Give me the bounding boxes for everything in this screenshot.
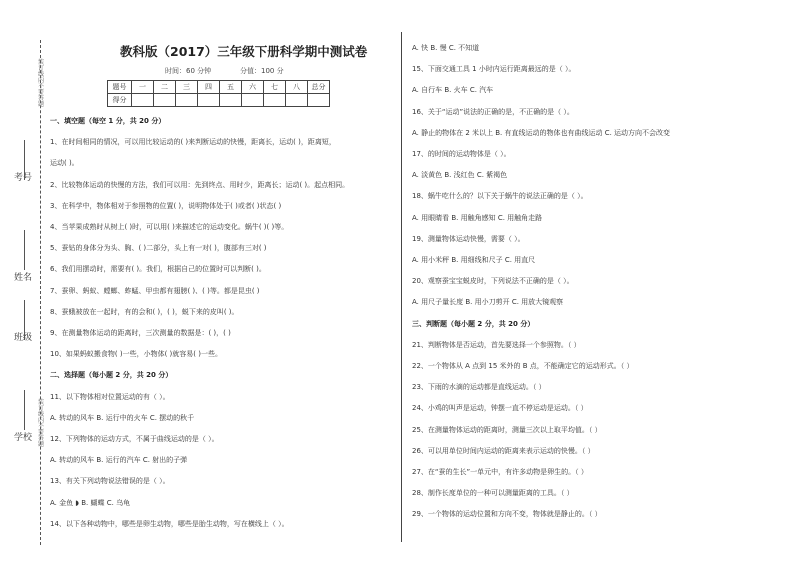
binding-cut-line xyxy=(40,40,41,545)
question-line: 13、有关下列动物说法错误的是（ ）。 xyxy=(50,477,170,486)
question-line: 15、下面交通工具 1 小时内运行距离最远的是（ ）。 xyxy=(412,65,576,74)
score-header-cell: 五 xyxy=(220,81,242,94)
question-line: A. 用小米秤 B. 用细线和尺子 C. 用直尺 xyxy=(412,256,536,264)
score-table xyxy=(107,80,330,107)
question-line: 5、蚕钻的身体分为头、胸、( )二部分，头上有一对( )，腹部有三对( ) xyxy=(50,244,267,253)
score-cell[interactable] xyxy=(286,94,308,107)
question-line: 22、一个物体从 A 点到 15 米外的 B 点，不能确定它的运动形式。（ ） xyxy=(412,362,634,370)
question-line: 27、在“蚕的生长”一单元中，有许多动物是卵生的。（ ） xyxy=(412,468,588,476)
score-cell[interactable] xyxy=(198,94,220,107)
class-label: 班级 xyxy=(14,333,33,343)
score-cell[interactable] xyxy=(220,94,242,107)
question-line: A. 金鱼 ◗ B. 蝴蝶 C. 乌龟 xyxy=(50,498,131,507)
score-header-cell: 二 xyxy=(154,81,176,94)
school-line xyxy=(24,390,25,430)
question-line: 20、观察蚕宝宝蜕皮时，下列说法不正确的是（ ）。 xyxy=(412,277,574,286)
score-cell[interactable] xyxy=(132,94,154,107)
page-title: 教科版（2017）三年级下册科学期中测试卷 xyxy=(120,44,368,59)
question-line: 6、我们用摆动时，需要有( )。我们，根据自己的位置时可以判断( )。 xyxy=(50,265,266,274)
score-row-label: 得分 xyxy=(108,94,132,107)
question-line: 18、蜗牛吃什么的？以下关于蜗牛的说法正确的是（ ）。 xyxy=(412,192,588,201)
score-header-cell: 一 xyxy=(132,81,154,94)
score-cell[interactable] xyxy=(154,94,176,107)
question-line: 7、蚕卵、蚂蚁、螳螂、蚱蜢、甲虫都有翅膀( )、( )等。都是昆虫( ) xyxy=(50,286,260,295)
score-cell[interactable] xyxy=(308,94,330,107)
binding-warning-text: 装订线内不要答题 xyxy=(38,59,45,108)
exam-number-label: 考号 xyxy=(14,173,33,183)
question-line: 16、关于“运动”说法的正确的是，不正确的是（ ）。 xyxy=(412,107,574,116)
section-heading: 三、判断题（每小题 2 分，共 20 分） xyxy=(412,319,535,328)
question-line: 运动( )。 xyxy=(50,159,79,168)
score-header-cell: 总分 xyxy=(308,81,330,94)
school-label: 学校 xyxy=(14,433,33,443)
section-heading: 二、选择题（每小题 2 分，共 20 分） xyxy=(50,371,173,380)
question-line: 14、以下各种动物中，哪些是卵生动物，哪些是胎生动物，写在横线上（ ）。 xyxy=(50,519,289,528)
question-line: 28、制作长度单位的一种可以测量距离的工具。（ ） xyxy=(412,489,574,498)
score-header-cell: 四 xyxy=(198,81,220,94)
question-line: A. 快 B. 慢 C. 不知道 xyxy=(412,44,480,52)
score-table-score-row xyxy=(108,94,330,107)
score-header-cell: 三 xyxy=(176,81,198,94)
question-line: 4、当苹果成熟时从树上( )时，可以用( )来描述它的运动变化。蜗牛( )( )等。 xyxy=(50,223,289,231)
question-line: 2、比较物体运动的快慢的方法，我们可以用：先到终点、用时少，距离长；运动( )。起点相同。 xyxy=(50,180,350,189)
exam-score: 分值：100 分 xyxy=(240,67,284,75)
score-header-cell: 题号 xyxy=(108,81,132,94)
question-line: A. 转动的风车 B. 运行中的火车 C. 摆动的秋千 xyxy=(50,413,195,422)
question-line: A. 自行车 B. 火车 C. 汽车 xyxy=(412,86,494,95)
name-label: 姓名 xyxy=(14,273,33,283)
question-line: A. 用尺子量长度 B. 用小刀剪开 C. 用放大镜观察 xyxy=(412,298,564,307)
question-line: A. 用眼睛看 B. 用触角感知 C. 用触角走路 xyxy=(412,213,543,222)
question-line: 8、蚕蛾被放在一起时，有的会和( )，( )，蜕下来的皮叫( )。 xyxy=(50,307,239,316)
question-line: A. 转动的风车 B. 运行的汽车 C. 射出的子弹 xyxy=(50,456,188,465)
question-line: 9、在测量物体运动的距离时，三次测量的数据是：( )，( ) xyxy=(50,329,231,337)
exam-number-line xyxy=(24,140,25,180)
score-header-cell: 七 xyxy=(264,81,286,94)
section-heading: 一、填空题（每空 1 分，共 20 分） xyxy=(50,117,166,125)
question-line: A. 静止的物体在 2 米以上 B. 有直线运动的物体也有曲线运动 C. 运动方向不会改变 xyxy=(412,128,671,137)
question-line: A. 淡黄色 B. 浅红色 C. 紫褐色 xyxy=(412,171,508,180)
question-line: 19、测量物体运动快慢，需要（ ）。 xyxy=(412,234,525,243)
binding-warning-text-2: 装订线内不要答题 xyxy=(38,399,45,448)
score-header-cell: 六 xyxy=(242,81,264,94)
question-line: 25、在测量物体运动的距离时，测量三次以上取平均值。（ ） xyxy=(412,425,602,434)
score-cell[interactable] xyxy=(264,94,286,107)
question-line: 11、以下物体相对位置运动的有（ ）。 xyxy=(50,392,170,401)
column-divider xyxy=(401,32,402,542)
question-line: 12、下列物体的运动方式，不属于曲线运动的是（ ）。 xyxy=(50,435,219,443)
score-cell[interactable] xyxy=(242,94,264,107)
question-line: 1、在时间相同的情况，可以用比较运动的( )来判断运动的快慢，距离长，运动( )，距离短， xyxy=(50,138,336,147)
score-header-cell: 八 xyxy=(286,81,308,94)
question-line: 3、在科学中，物体相对于参照物的位置( )，说明物体处于( )或者( )状态( ) xyxy=(50,201,282,210)
question-line: 24、小鸡的叫声是运动，钟摆一直不停运动是运动。（ ） xyxy=(412,404,588,413)
score-cell[interactable] xyxy=(176,94,198,107)
question-line: 29、一个物体的运动位置和方向不变，物体就是静止的。（ ） xyxy=(412,510,602,519)
name-line xyxy=(24,230,25,270)
exam-time: 时间：60 分钟 xyxy=(165,67,212,75)
question-line: 17、的时间的运动物体是（ ）。 xyxy=(412,150,511,158)
question-line: 26、可以用单位时间内运动的距离来表示运动的快慢。（ ） xyxy=(412,446,595,455)
score-table-header-row xyxy=(108,81,330,94)
question-line: 21、判断物体是否运动，首先要选择一个参照物。（ ） xyxy=(412,340,581,349)
class-line xyxy=(24,300,25,340)
question-line: 23、下雨的水滴的运动都是直线运动。（ ） xyxy=(412,383,546,392)
question-line: 10、如果蚂蚁搬食物( )一些，小物体( )就容易( )一些。 xyxy=(50,350,222,359)
